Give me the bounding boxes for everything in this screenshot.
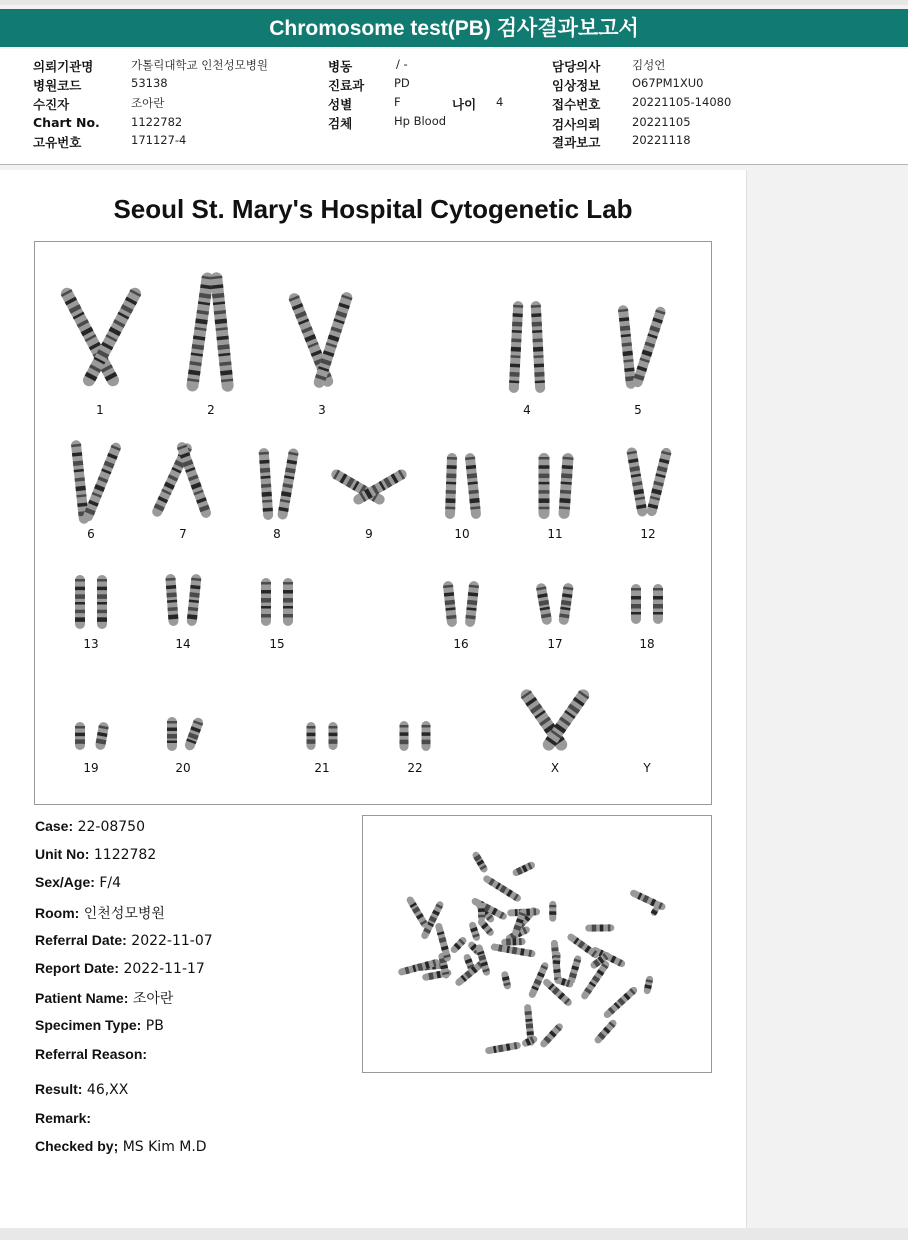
label-ward: 병동: [328, 59, 353, 74]
chr-5-b: [631, 306, 666, 389]
metaphase-chromosome: [539, 1022, 565, 1049]
chr-19-b: [95, 721, 110, 750]
label-department: 진료과: [328, 78, 365, 93]
label-chart-no: Chart No.: [33, 115, 100, 130]
value-ward: / -: [396, 57, 408, 71]
chr-label-16: 16: [453, 637, 469, 651]
chr-8-a: [259, 448, 274, 521]
referral-date-row: Referral Date: 2022-11-07: [35, 932, 213, 949]
chr-label-4: 4: [523, 403, 531, 417]
chr-16-a: [443, 581, 458, 628]
label-doctor: 담당의사: [552, 59, 601, 74]
remark-row: Remark:: [35, 1110, 92, 1126]
chr-label-5: 5: [634, 403, 642, 417]
label-institution: 의뢰기관명: [33, 59, 94, 74]
report-header: [0, 49, 908, 165]
metaphase-chromosome: [449, 936, 468, 955]
result-row: Result: 46,XX: [35, 1081, 129, 1098]
chr-label-13: 13: [83, 637, 99, 651]
chr-label-x: X: [550, 761, 560, 775]
report-sheet: [0, 170, 747, 1228]
chr-14-b: [186, 574, 201, 627]
chr-8-b: [277, 448, 299, 521]
checked-by-row: Checked by; MS Kim M.D: [35, 1138, 207, 1155]
value-hospital-code: 53138: [131, 76, 168, 90]
chr-label-18: 18: [639, 637, 655, 651]
value-chart-no: 1122782: [131, 115, 183, 129]
karyogram-panel: [34, 241, 712, 805]
metaphase-spread-image: [363, 816, 711, 1072]
chr-2-b: [210, 272, 234, 393]
metaphase-chromosome: [629, 889, 667, 912]
label-hospital-code: 병원코드: [33, 78, 82, 93]
chr-label-1: 1: [96, 403, 104, 417]
karyogram-image: [35, 242, 711, 804]
chr-18-b: [653, 584, 663, 624]
chr-12-a: [626, 447, 648, 518]
value-age: 4: [496, 95, 504, 109]
chr-label-22: 22: [407, 761, 423, 775]
chr-13-b: [97, 575, 107, 629]
metaphase-chromosome: [478, 902, 486, 921]
chr-label-8: 8: [273, 527, 281, 541]
chr-7-b: [176, 441, 213, 520]
chr-label-2: 2: [207, 403, 215, 417]
label-patient: 수진자: [33, 97, 70, 112]
chr-10-a: [445, 453, 457, 519]
value-department: PD: [394, 76, 410, 90]
lab-title: Seoul St. Mary's Hospital Cytogenetic Lab: [113, 194, 633, 224]
referral-reason-row: Referral Reason:: [35, 1046, 148, 1062]
label-specimen: 검체: [328, 116, 353, 131]
chr-18-a: [631, 584, 641, 624]
label-request-date: 검사의뢰: [552, 117, 601, 132]
chr-15-a: [261, 578, 271, 626]
unit-no-row: Unit No: 1122782: [35, 846, 157, 863]
chr-label-y: Y: [643, 761, 651, 775]
metaphase-panel: [362, 815, 712, 1073]
metaphase-chromosome: [593, 1018, 618, 1045]
report-title: Chromosome test(PB) 검사결과보고서: [0, 9, 908, 47]
label-unique-no: 고유번호: [33, 135, 82, 150]
label-receipt-no: 접수번호: [552, 97, 601, 112]
bottom-border: [0, 1228, 908, 1240]
label-sex: 성별: [328, 97, 353, 112]
chr-6-b: [82, 441, 123, 523]
sex-age-row: Sex/Age: F/4: [35, 874, 122, 891]
metaphase-chromosome: [405, 895, 429, 929]
value-receipt-no: 20221105-14080: [632, 95, 732, 109]
chr-4-b: [531, 301, 546, 393]
value-doctor: 김성언: [632, 58, 666, 72]
chr-4-a: [509, 301, 524, 393]
chr-14-a: [165, 574, 179, 627]
metaphase-chromosome: [501, 938, 526, 946]
chr-21-b: [329, 722, 338, 750]
label-age: 나이: [452, 97, 477, 112]
room-row: Room: 인천성모병원: [35, 905, 165, 922]
chr-21-a: [307, 722, 316, 750]
chr-11-b: [558, 453, 574, 520]
metaphase-chromosome: [501, 971, 512, 991]
value-patient: 조아란: [131, 96, 165, 110]
metaphase-chromosome: [471, 850, 489, 873]
chr-5-a: [618, 305, 637, 390]
chr-16-b: [465, 581, 480, 628]
chr-label-14: 14: [175, 637, 191, 651]
chr-label-7: 7: [179, 527, 187, 541]
chr-label-12: 12: [640, 527, 656, 541]
chr-label-17: 17: [547, 637, 563, 651]
metaphase-chromosome: [643, 975, 654, 995]
chr-label-10: 10: [454, 527, 470, 541]
metaphase-chromosome: [602, 985, 638, 1019]
chr-12-b: [646, 447, 673, 517]
chr-label-3: 3: [318, 403, 326, 417]
metaphase-chromosome: [585, 924, 614, 931]
chr-label-9: 9: [365, 527, 373, 541]
case-row: Case: 22-08750: [35, 818, 145, 835]
chr-20-b: [183, 716, 204, 751]
chr-19-a: [75, 722, 85, 750]
chr-label-19: 19: [83, 761, 99, 775]
metaphase-chromosome: [511, 861, 536, 878]
metaphase-chromosome: [553, 951, 561, 970]
value-clinical-info: O67PM1XU0: [632, 76, 704, 90]
chr-22-b: [422, 721, 431, 751]
chr-20-a: [167, 717, 177, 751]
chr-label-21: 21: [314, 761, 330, 775]
chr-15-b: [283, 578, 293, 626]
label-clinical-info: 임상정보: [552, 78, 601, 93]
chr-label-20: 20: [175, 761, 191, 775]
top-border: [0, 0, 908, 5]
metaphase-chromosome: [566, 932, 600, 959]
metaphase-chromosome: [485, 1041, 522, 1054]
metaphase-chromosome: [549, 901, 556, 922]
chr-11-a: [539, 453, 550, 519]
chr-10-b: [465, 453, 482, 520]
value-sex: F: [394, 95, 401, 109]
chr-17-a: [535, 582, 552, 625]
metaphase-chromosome: [482, 874, 522, 903]
value-request-date: 20221105: [632, 115, 691, 129]
chr-3-b: [312, 291, 353, 390]
specimen-type-row: Specimen Type: PB: [35, 1017, 164, 1034]
value-report-date: 20221118: [632, 133, 691, 147]
chr-22-a: [400, 721, 409, 751]
chr-label-6: 6: [87, 527, 95, 541]
value-institution: 가톨릭대학교 인천성모병원: [131, 58, 268, 72]
chr-label-15: 15: [269, 637, 285, 651]
chr-label-11: 11: [547, 527, 563, 541]
label-report-date: 결과보고: [552, 135, 601, 150]
report-date-row: Report Date: 2022-11-17: [35, 960, 205, 977]
value-unique-no: 171127-4: [131, 133, 187, 147]
chr-2-a: [186, 272, 215, 393]
patient-name-row: Patient Name: 조아란: [35, 990, 174, 1007]
value-specimen: Hp Blood: [394, 114, 447, 128]
chr-13-a: [75, 575, 85, 629]
chr-17-b: [558, 583, 574, 626]
